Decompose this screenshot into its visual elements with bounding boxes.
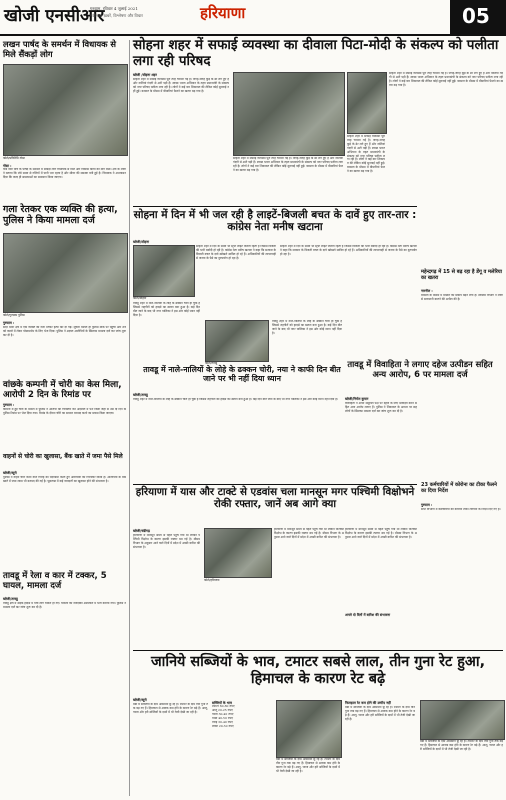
article-a7-headline: तावडू में रेला व कार में टक्कर, 5 घायल, मामला दर्ज xyxy=(3,571,107,591)
article-a1-headline: लखन पार्षद के समर्थन में विधायक से मिले सैंकड़ों लोग xyxy=(3,39,117,59)
article-a10-photo xyxy=(204,528,272,578)
masthead-rule xyxy=(0,34,506,36)
page-number: 05 xyxy=(462,4,490,28)
article-a2-body-cont: सोहना शहर में सफाई व्यवस्था पूरी तरह चरमरा गई है। जगह-जगह कूड़े के ढेर लगे हुए हैं और नालियां गंदगी से अटी पड़ी हैं। स्वच्छ भारत अभियान के तहत प्रधानमंत्री के संकल्प को नगर परिषद पलीता लगा रही है। लोगों ने कई बार शिकायत की लेकिन कोई सुनवाई नहीं हुई। बरसात के मौसम में बीमारियां फैलने का खतरा बढ़ गया है। xyxy=(233,157,343,172)
column-divider xyxy=(129,40,130,796)
article-a13-photo xyxy=(276,700,342,758)
article-a10-headline: हरियाणा में यास और टाक्टे से एडवांस चला मानसून मगर पश्चिमी विक्षोभने रोकी रफ्तार, जानें अब आगे क्या xyxy=(135,486,415,510)
article-a11-byline: नारनौल : xyxy=(421,289,433,293)
article-a9-byline: खोजी/निर्मल कुमार xyxy=(345,397,369,401)
article-a12-headline: 23 कर्मचारियों में कोरोना का टीका फैलने का दिया निर्देश xyxy=(421,482,497,494)
article-a4-body: सोहना शहर में दिन के समय भी स्ट्रीट लाइटें जलती रहती हैं जिससे बिजली की भारी बर्बादी हो रही है। कांग्रेस नेता मनीष खटाना ने कहा कि सरकार के बिजली बचत के दावे खोखले साबित हो रहे हैं। अधिकारियों की लापरवाही से जनता के पैसे का दुरुपयोग हो रहा है। xyxy=(196,245,276,260)
article-a8-body-top: तावडू शहर में नाले-नालियों के लोहे के ढक्कन चोरी हो चुके हैं जिससे राहगीरों को हादसे का खतरा बना हुआ है। कई दिन बीत जाने के बाद भी नगर पालिका ने इस ओर कोई ध्यान नहीं दिया है। xyxy=(133,302,200,317)
article-a9-headline: तावडू में विवाहिता ने लगाए दहेज उत्पीडन सहित अन्य आरोप, 6 पर मामला दर्ज xyxy=(347,359,493,379)
article-a2-body: सोहना शहर में सफाई व्यवस्था पूरी तरह चरमरा गई है। जगह-जगह कूड़े के ढेर लगे हुए हैं और नालियां गंदगी से अटी पड़ी हैं। स्वच्छ भारत अभियान के तहत प्रधानमंत्री के संकल्प को नगर परिषद पलीता लगा रही है। लोगों ने कई बार शिकायत की लेकिन कोई सुनवाई नहीं हुई। बरसात के मौसम में बीमारियां फैलने का खतरा बढ़ गया है। xyxy=(133,78,229,93)
article-a12-byline: गुरुग्राम : xyxy=(421,503,433,507)
article-a13-subhead: फिलहाल रेट कम होने की उम्मीद नहीं xyxy=(345,701,391,705)
article-a4-photo xyxy=(133,245,195,297)
article-a13-body-right: मंडी में सब्जियों के दाम आसमान छू रहे हैं। टमाटर के दाम तीन गुना तक बढ़ गए हैं। हिमाचल से आवक कम होने के कारण रेट बढ़े हैं। आलू, प्याज और हरी सब्जियों के दामों में भी तेजी देखी जा रही है। xyxy=(345,706,415,721)
article-a4-headline: सोहना में दिन में भी जल रही है लाइटें-बिजली बचत के दावें हुए तार-तार : कांग्रेस नेता मनीष खटाना xyxy=(133,209,417,234)
article-a13-body: मंडी में सब्जियों के दाम आसमान छू रहे हैं। टमाटर के दाम तीन गुना तक बढ़ गए हैं। हिमाचल से आवक कम होने के कारण रेट बढ़े हैं। आलू, प्याज और हरी सब्जियों के दामों में भी तेजी देखी जा रही है। xyxy=(133,703,208,714)
vegetable-rate-row: प्याज 30-40 रुपए xyxy=(212,712,234,716)
article-a3-photo xyxy=(3,233,128,313)
article-a11-body: बरसात के मौसम में मच्छरों का प्रकोप बढ़ने लगा है। स्वास्थ्य विभाग ने लोगों से सावधानी बरतने की अपील की है। xyxy=(421,294,503,301)
article-a1-byline: गोसा : xyxy=(3,164,12,168)
article-a13-body-far: मंडी में सब्जियों के दाम आसमान छू रहे हैं। टमाटर के दाम तीन गुना तक बढ़ गए हैं। हिमाचल से आवक कम होने के कारण रेट बढ़े हैं। आलू, प्याज और हरी सब्जियों के दामों में भी तेजी देखी जा रही है। xyxy=(420,740,503,751)
section-title: हरियाणा xyxy=(200,4,246,22)
article-a7-body: तावडू क्षेत्र में सड़क हादसे में पांच लोग घायल हो गए। घायलों को नजदीकी अस्पताल में भर्ती कराया गया। पुलिस ने मामला दर्ज कर जांच शुरू कर दी है। xyxy=(3,602,126,609)
vegetable-rate-row: आलू 20-25 रुपए xyxy=(212,708,233,712)
article-a2-body-cont-2: सोहना शहर में सफाई व्यवस्था पूरी तरह चरमरा गई है। जगह-जगह कूड़े के ढेर लगे हुए हैं और नालियां गंदगी से अटी पड़ी हैं। स्वच्छ भारत अभियान के तहत प्रधानमंत्री के संकल्प को नगर परिषद पलीता लगा रही है। लोगों ने कई बार शिकायत की लेकिन कोई सुनवाई नहीं हुई। बरसात के मौसम में बीमारियां फैलने का खतरा बढ़ गया है। xyxy=(347,135,385,174)
article-a13-photo-2 xyxy=(420,700,505,740)
article-a5-body: पुलिस ने वाहन चोरी करने वाले गिरोह का पर्दाफाश करते हुए आरोपियों को गिरफ्तार किया है। आरोपियों के बैंक खाते में जमा रकम भी बरामद की गई है। पूछताछ में कई वारदातों का खुलासा होने की संभावना है। xyxy=(3,476,126,483)
article-a8-headline: तावडू में नाले-नालियों के लोहे के ढक्कन चोरी, नया ने काफी दिन बीत जाने पर भी नहीं दिया ध्यान xyxy=(143,365,341,383)
article-a2-headline: सोहना शहर में सफाई व्यवस्था का दीवाला पिटा-मोदी के संकल्प को पलीता लगा रही परिषद xyxy=(133,37,499,69)
article-a10-caption: फोटो/हरियाणा xyxy=(204,578,220,582)
article-a3-body: सदर थाना क्षेत्र में एक व्यक्ति की गला रेतकर हत्या कर दी गई। सूचना मिलते ही पुलिस मौके पर पहुंची और शव को कब्जे में लेकर पोस्टमार्टम के लिए भेज दिया। पुलिस ने अज्ञात आरोपियों के खिलाफ मामला दर्ज कर जांच शुरू कर दी है। xyxy=(3,326,126,337)
article-a13-byline: खोजी/ब्यूरो xyxy=(133,698,147,702)
article-a10-body-cont: हरियाणा में मानसून समय से पहले पहुंच गया था लेकिन पश्चिमी विक्षोभ के कारण इसकी रफ्तार थम गई है। मौसम विभाग के अनुसार आने वाले दिनों में प्रदेश में अच्छी बारिश की संभावना है। xyxy=(274,528,344,539)
article-a2-photo xyxy=(233,72,345,156)
article-a5-headline: वाहनों से चोरी का खुलासा, बैंक खाते में जमा पैसे मिले xyxy=(3,453,123,460)
article-a10-byline: खोजी/चंडीगढ़ xyxy=(133,529,150,533)
masthead xyxy=(0,0,506,34)
vegetable-rate-row: लौकी 20-30 रुपए xyxy=(212,724,234,728)
article-a10-body-right: हरियाणा में मानसून समय से पहले पहुंच गया था लेकिन पश्चिमी विक्षोभ के कारण इसकी रफ्तार थम गई है। मौसम विभाग के अनुसार आने वाले दिनों में प्रदेश में अच्छी बारिश की संभावना है। xyxy=(345,528,417,539)
sub-line: नवीनतम ख़बरें, विश्लेषण और विचार xyxy=(90,13,143,18)
article-a6-body: कम्पनी में हुई चोरी के मामले में पुलिस ने आरोपी को गिरफ्तार कर अदालत में पेश किया जहां से उसे दो दिन के पुलिस रिमांड पर भेज दिया गया। रिमांड के दौरान चोरी का सामान बरामद करने का प्रयास किया जाएगा। xyxy=(3,408,126,415)
article-a7-byline: खोजी/तावडू xyxy=(3,597,18,601)
article-a4-caption: फोटो/सोहना xyxy=(133,296,147,300)
article-a13-headline: जानिये सब्जियों के भाव, टमाटर सबसे लाल, तीन गुना रेट हुआ, हिमाचल के कारण रेट बढ़े xyxy=(150,654,486,687)
article-a5-byline: खोजी/ब्यूरो xyxy=(3,471,17,475)
article-a4-byline: खोजी/सोहना xyxy=(133,240,150,244)
article-a6-byline: गुरुग्राम : xyxy=(3,403,15,407)
date-line: गुरुग्राम, रविवार 4 जुलाई 2021 xyxy=(90,6,138,11)
article-a3-byline: गुरुग्राम : xyxy=(3,321,15,325)
article-a8-body-right: तावडू शहर में नाले-नालियों के लोहे के ढक्कन चोरी हो चुके हैं जिससे राहगीरों को हादसे का खतरा बना हुआ है। कई दिन बीत जाने के बाद भी नगर पालिका ने इस ओर कोई ध्यान नहीं दिया है। xyxy=(272,320,342,335)
article-a9-body: विवाहिता ने अपने ससुराल पक्ष पर दहेज के लिए प्रताड़ित करने सहित अन्य आरोप लगाए हैं। पुलिस ने शिकायत के आधार पर छह लोगों के खिलाफ मामला दर्ज कर जांच शुरू कर दी है। xyxy=(345,402,417,413)
article-a2-photo-2 xyxy=(347,72,387,134)
article-a10-body: हरियाणा में मानसून समय से पहले पहुंच गया था लेकिन पश्चिमी विक्षोभ के कारण इसकी रफ्तार थम गई है। मौसम विभाग के अनुसार आने वाले दिनों में प्रदेश में अच्छी बारिश की संभावना है। xyxy=(133,534,200,549)
rule-a13 xyxy=(133,650,503,651)
article-a8-caption: फोटो/तावडू xyxy=(205,361,218,365)
article-a3-caption: फोटो/गुरुग्राम पुलिस xyxy=(3,313,25,317)
rule-a4 xyxy=(133,206,417,207)
article-a2-body-right: सोहना शहर में सफाई व्यवस्था पूरी तरह चरमरा गई है। जगह-जगह कूड़े के ढेर लगे हुए हैं और नालियां गंदगी से अटी पड़ी हैं। स्वच्छ भारत अभियान के तहत प्रधानमंत्री के संकल्प को नगर परिषद पलीता लगा रही है। लोगों ने कई बार शिकायत की लेकिन कोई सुनवाई नहीं हुई। बरसात के मौसम में बीमारियां फैलने का खतरा बढ़ गया है। xyxy=(389,72,503,87)
article-a6-headline: वांछके कम्पनी में चोरी का केस मिला, आरोपी 2 दिन के रिमांड पर xyxy=(3,380,122,400)
article-a4-body-cont: सोहना शहर में दिन के समय भी स्ट्रीट लाइटें जलती रहती हैं जिससे बिजली की भारी बर्बादी हो रही है। कांग्रेस नेता मनीष खटाना ने कहा कि सरकार के बिजली बचत के दावे खोखले साबित हो रहे हैं। अधिकारियों की लापरवाही से जनता के पैसे का दुरुपयोग हो रहा है। xyxy=(280,245,417,256)
rule-a10 xyxy=(133,484,417,485)
article-a3-headline: गला रेतकर एक व्यक्ति की हत्या, पुलिस ने किया मामला दर्ज xyxy=(3,204,118,226)
paper-name: खोजी एनसीआर xyxy=(4,6,105,26)
article-a1-body: वार्ड नंबर पांच के पार्षद के समर्थन में सैंकड़ों लोग विधायक से मिले और विकास कार्यों की मांग रखी। क्षेत्र के लोगों ने बताया कि लंबे समय से गलियों में पानी भरा रहता है और सीवर की समस्या बनी हुई है। विधायक ने आश्वासन दिया कि जल्द ही समस्याओं का समाधान किया जाएगा। xyxy=(3,168,126,179)
article-a8-body: तावडू शहर में नाले-नालियों के लोहे के ढक्कन चोरी हो चुके हैं जिससे राहगीरों को हादसे का खतरा बना हुआ है। कई दिन बीत जाने के बाद भी नगर पालिका ने इस ओर कोई ध्यान नहीं दिया है। xyxy=(133,398,338,401)
vegetable-rate-row: टमाटर 60-80 रुपए xyxy=(212,705,235,708)
article-a1-photo xyxy=(3,64,128,156)
article-a2-byline: खोजी /सोहना शहर xyxy=(133,73,157,77)
article-a11-headline: महेन्द्रगढ़ में 15 से बढ़ रहा है डेंगू व मलेरिया का खतरा xyxy=(421,269,502,281)
vegetable-rates-title: सब्जियों के भाव xyxy=(212,701,232,705)
vegetable-rates-box xyxy=(212,700,272,794)
article-a8-byline: खोजी/तावडू xyxy=(133,393,148,397)
vegetable-rate-row: भिंडी 40-50 रुपए xyxy=(212,716,233,720)
article-a13-body-cont: मंडी में सब्जियों के दाम आसमान छू रहे हैं। टमाटर के दाम तीन गुना तक बढ़ गए हैं। हिमाचल से आवक कम होने के कारण रेट बढ़े हैं। आलू, प्याज और हरी सब्जियों के दामों में भी तेजी देखी जा रही है। xyxy=(276,758,340,773)
article-a1-caption: फोटो/प्रतिनिधि गोसा xyxy=(3,156,25,160)
article-a8-photo xyxy=(205,320,269,362)
article-a10-subhead: अगले दो दिनों में बारिश की संभावना xyxy=(345,613,391,617)
vegetable-rate-row: तोरई 30-40 रुपए xyxy=(212,720,233,724)
article-a12-body: सभी विभागों में कर्मचारियों को कोरोना टीका लगवाने के निर्देश दिए गए हैं। xyxy=(421,508,501,511)
